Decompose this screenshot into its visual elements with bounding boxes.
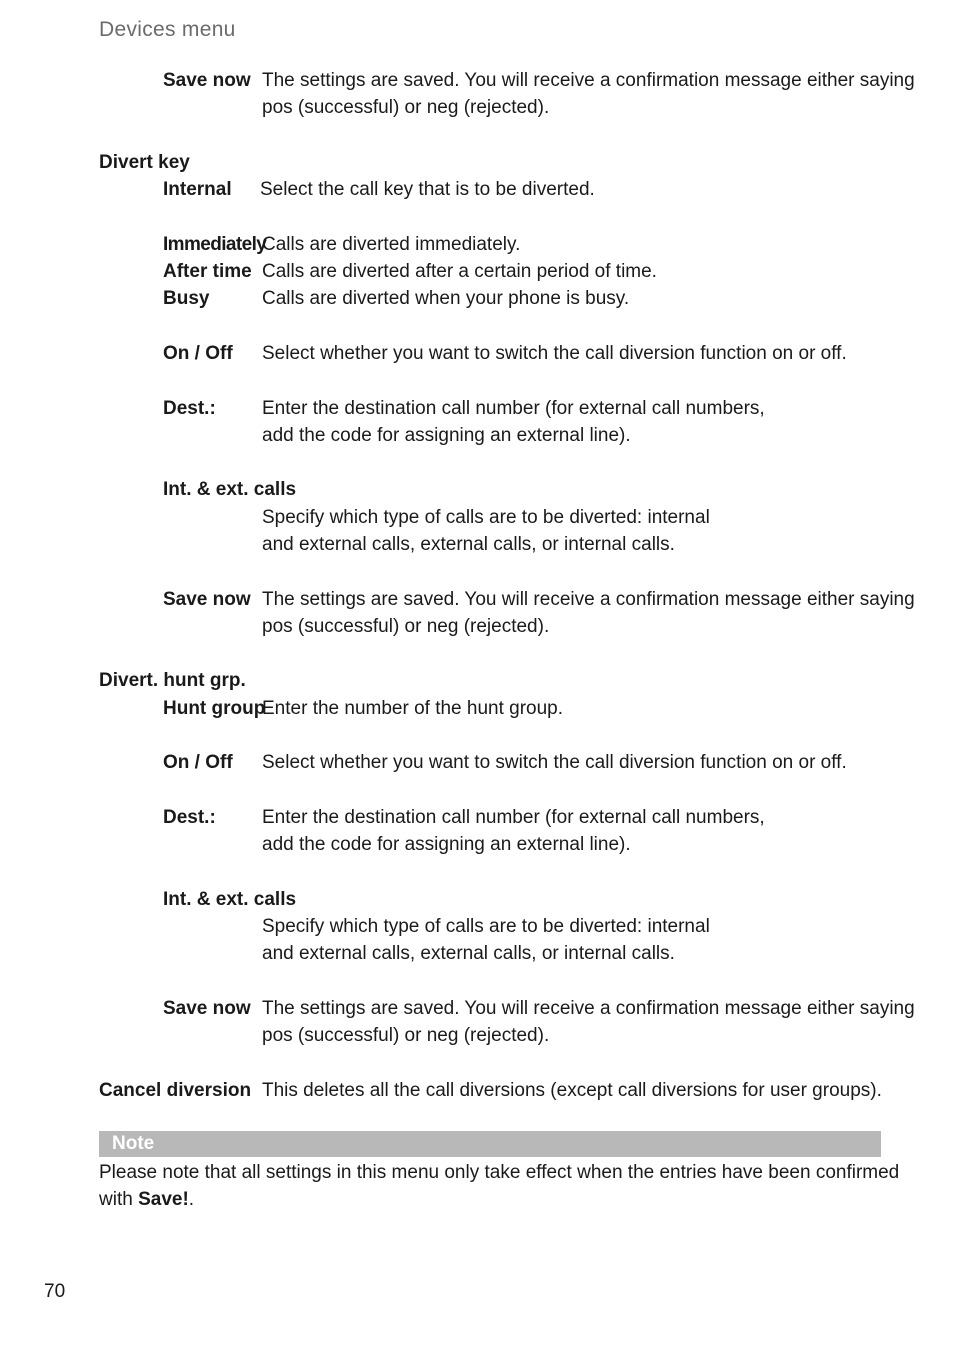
save-now-desc-line2: pos (successful) or neg (rejected). <box>262 1025 550 1046</box>
immediately-term: Immediately <box>163 234 267 255</box>
immediately-desc: Calls are diverted immediately. <box>262 234 521 255</box>
on-off-term: On / Off <box>163 343 233 364</box>
save-now-desc-line1: The settings are saved. You will receive a confirmation message either saying <box>262 70 915 91</box>
note-label: Note <box>112 1133 155 1154</box>
int-ext-calls-desc-line1: Specify which type of calls are to be diverted: internal <box>262 507 710 528</box>
save-now-desc-line1: The settings are saved. You will receive a confirmation message either saying <box>262 998 915 1019</box>
note-text-line2 <box>99 1186 194 1213</box>
note-text-suffix: . <box>188 1189 195 1210</box>
busy-desc: Calls are diverted when your phone is busy. <box>262 288 630 309</box>
hunt-group-desc: Enter the number of the hunt group. <box>262 698 564 719</box>
dest-desc-line2: add the code for assigning an external line). <box>262 834 631 855</box>
after-time-term: After time <box>163 261 252 282</box>
on-off-desc: Select whether you want to switch the call diversion function on or off. <box>262 752 847 773</box>
int-ext-calls-desc-line2: and external calls, external calls, or internal calls. <box>262 534 675 555</box>
on-off-term: On / Off <box>163 752 233 773</box>
dest-term: Dest.: <box>163 807 216 828</box>
divert-hunt-heading: Divert. hunt grp. <box>99 670 246 691</box>
note-text-line1: Please note that all settings in this menu only take effect when the entries have been confirmed <box>99 1162 900 1183</box>
divert-key-heading: Divert key <box>99 152 190 173</box>
int-ext-calls-desc-line2: and external calls, external calls, or internal calls. <box>262 943 675 964</box>
hunt-group-term: Hunt group <box>163 698 266 719</box>
note-bar <box>99 1131 881 1157</box>
after-time-desc: Calls are diverted after a certain period of time. <box>262 261 657 282</box>
save-now-term: Save now <box>163 998 251 1019</box>
page-header: Devices menu <box>99 18 236 41</box>
save-now-desc-line1: The settings are saved. You will receive a confirmation message either saying <box>262 589 915 610</box>
save-now-term: Save now <box>163 589 251 610</box>
save-keyword: Save! <box>138 1189 189 1210</box>
busy-term: Busy <box>163 288 210 309</box>
on-off-desc: Select whether you want to switch the call diversion function on or off. <box>262 343 847 364</box>
dest-desc-line1: Enter the destination call number (for external call numbers, <box>262 807 765 828</box>
page-number: 70 <box>44 1281 66 1302</box>
dest-desc-line1: Enter the destination call number (for external call numbers, <box>262 398 765 419</box>
cancel-diversion-term: Cancel diversion <box>99 1080 252 1101</box>
dest-term: Dest.: <box>163 398 216 419</box>
save-now-desc-line2: pos (successful) or neg (rejected). <box>262 616 550 637</box>
save-now-term: Save now <box>163 70 251 91</box>
int-ext-calls-term: Int. & ext. calls <box>163 479 297 500</box>
internal-desc: Select the call key that is to be diverted. <box>260 179 595 200</box>
int-ext-calls-term: Int. & ext. calls <box>163 889 297 910</box>
int-ext-calls-desc-line1: Specify which type of calls are to be diverted: internal <box>262 916 710 937</box>
dest-desc-line2: add the code for assigning an external line). <box>262 425 631 446</box>
note-text-prefix: with <box>99 1189 139 1210</box>
internal-term: Internal <box>163 179 232 200</box>
cancel-diversion-desc: This deletes all the call diversions (except call diversions for user groups). <box>262 1080 882 1101</box>
save-now-desc-line2: pos (successful) or neg (rejected). <box>262 97 550 118</box>
